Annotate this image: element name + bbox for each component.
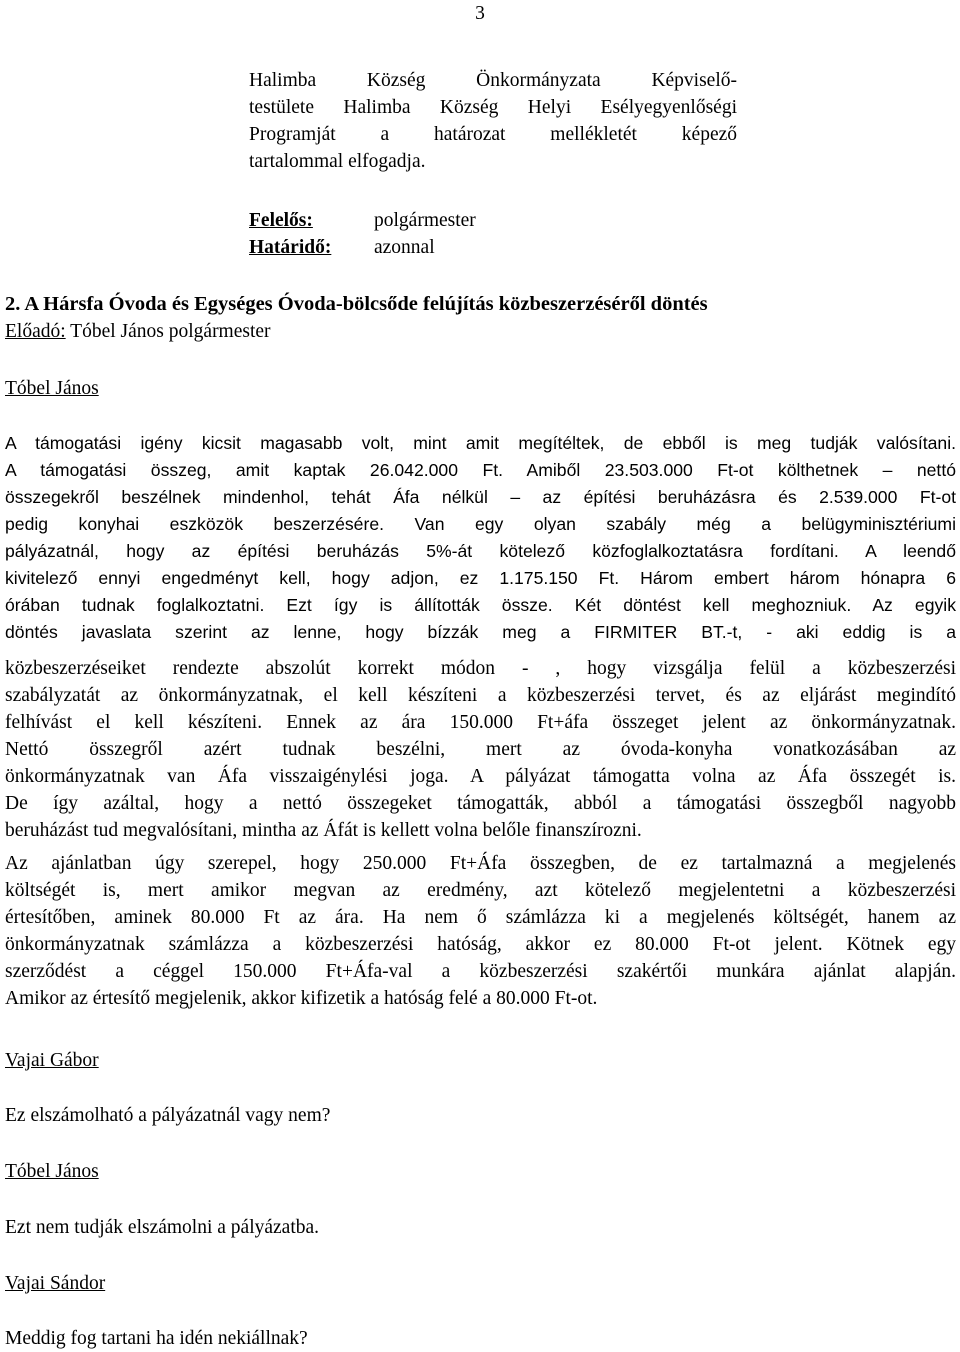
text-line: döntés javaslata szerint az lenne, hogy bízzák meg a FIRMITER BT.-t, - aki eddig is a [5, 622, 956, 642]
speech-paragraph: Meddig fog tartani ha idén nekiállnak? [5, 1328, 308, 1349]
resolution-line: Programját a határozat mellékletét képező [249, 124, 737, 145]
responsible-row [249, 207, 476, 234]
text-line: Az ajánlatban úgy szerepel, hogy 250.000 Ft+Áfa összegben, de ez tartalmazná a megjelenés [5, 853, 956, 874]
presenter-label: Előadó: [5, 321, 66, 342]
text-line: A támogatási igény kicsit magasabb volt, mint amit megítéltek, de ebből is meg tudják valósítani. [5, 433, 956, 453]
resolution-line: testülete Halimba Község Helyi Esélyegyenlőségi [249, 97, 737, 118]
speaker-name: Vajai Sándor [5, 1273, 106, 1294]
responsible-label: Felelős: [249, 210, 313, 231]
text-line: önkormányzatnak van Áfa visszaigénylési joga. A pályázat támogatta volna az Áfa összegét is. [5, 766, 956, 787]
speech-paragraph [5, 430, 956, 646]
text-line: önkormányzatnak számlázza a közbeszerzési hatóság, akkor ez 80.000 Ft-ot jelent. Kötnek egy [5, 934, 956, 955]
text-line: A támogatási összeg, amit kaptak 26.042.000 Ft. Amiből 23.503.000 Ft-ot költhetnek – nettó [5, 460, 956, 480]
text-line: költségét is, mert amikor megvan az eredmény, azt kötelező megjelentetni a közbeszerzési [5, 880, 956, 901]
speech-paragraph: Ez elszámolható a pályázatnál vagy nem? [5, 1105, 331, 1126]
text-line: órában tudnak foglalkoztatni. Ezt így is állították össze. Két döntést kell meghozniuk. Az egyik [5, 595, 956, 615]
text-line: értesítőben, aminek 80.000 Ft az ára. Ha nem ő számlázza ki a megjelenés költségét, hanem az [5, 907, 956, 928]
speaker-name: Vajai Gábor [5, 1050, 99, 1071]
text-line: felhívást el kell készíteni. Ennek az ára 150.000 Ft+áfa összeget jelent az önkormányzatnak. [5, 712, 956, 733]
speaker-name: Tóbel János [5, 378, 99, 399]
page-number: 3 [475, 3, 485, 24]
text-line: beruházást tud megvalósítani, mintha az Áfát is kellett volna belőle finanszírozni. [5, 820, 642, 841]
deadline-row [249, 234, 476, 261]
text-line: Nettó összegről azért tudnak beszélni, mert az óvoda-konyha vonatkozásában az [5, 739, 956, 760]
agenda-title: 2. A Hársfa Óvoda és Egységes Óvoda-bölcsőde felújítás közbeszerzéséről döntés [5, 293, 708, 315]
deadline-value: azonnal [374, 237, 435, 258]
text-line: szabályzatát az önkormányzatnak, el kell készíteni a közbeszerzési tervet, és az eljárást megindító [5, 685, 956, 706]
text-line: De így azáltal, hogy a nettó összegeket támogatták, abból a támogatási összegből nagyobb [5, 793, 956, 814]
speaker-name: Tóbel János [5, 1161, 99, 1182]
resolution-text [249, 67, 737, 175]
speech-paragraph: Ezt nem tudják elszámolni a pályázatba. [5, 1217, 320, 1238]
deadline-label: Határidő: [249, 237, 332, 258]
presenter-line [5, 318, 955, 345]
agenda-item [5, 291, 955, 345]
text-line: szerződést a céggel 150.000 Ft+Áfa-val a közbeszerzési szakértői munkára ajánlat alapján. [5, 961, 956, 982]
responsibility-block [249, 207, 476, 261]
text-line: pályázatnál, hogy az építési beruházás 5%-át kötelező közfoglalkoztatásra fordítani. A leendő [5, 541, 956, 561]
text-line: pedig konyhai eszközök beszerzésére. Van egy olyan szabály még a belügyminisztériumi [5, 514, 956, 534]
text-line: közbeszerzéseiket rendezte abszolút korrekt módon - , hogy vizsgálja felül a közbeszerzési [5, 658, 956, 679]
text-line: kivitelező ennyi engedményt kell, hogy adjon, ez 1.175.150 Ft. Három embert három hónapra 6 [5, 568, 956, 588]
presenter-value: Tóbel János polgármester [65, 321, 271, 342]
resolution-line: Halimba Község Önkormányzata Képviselő- [249, 70, 737, 91]
speech-paragraph [5, 655, 956, 844]
resolution-line: tartalommal elfogadja. [249, 151, 426, 172]
text-line: összegekről beszélnek mindenhol, tehát Áfa nélkül – az építési beruházásra és 2.539.000 Ft-ot [5, 487, 956, 507]
responsible-value: polgármester [374, 210, 476, 231]
text-line: Amikor az értesítő megjelenik, akkor kifizetik a hatóság felé a 80.000 Ft-ot. [5, 988, 598, 1009]
speech-paragraph [5, 850, 956, 1012]
